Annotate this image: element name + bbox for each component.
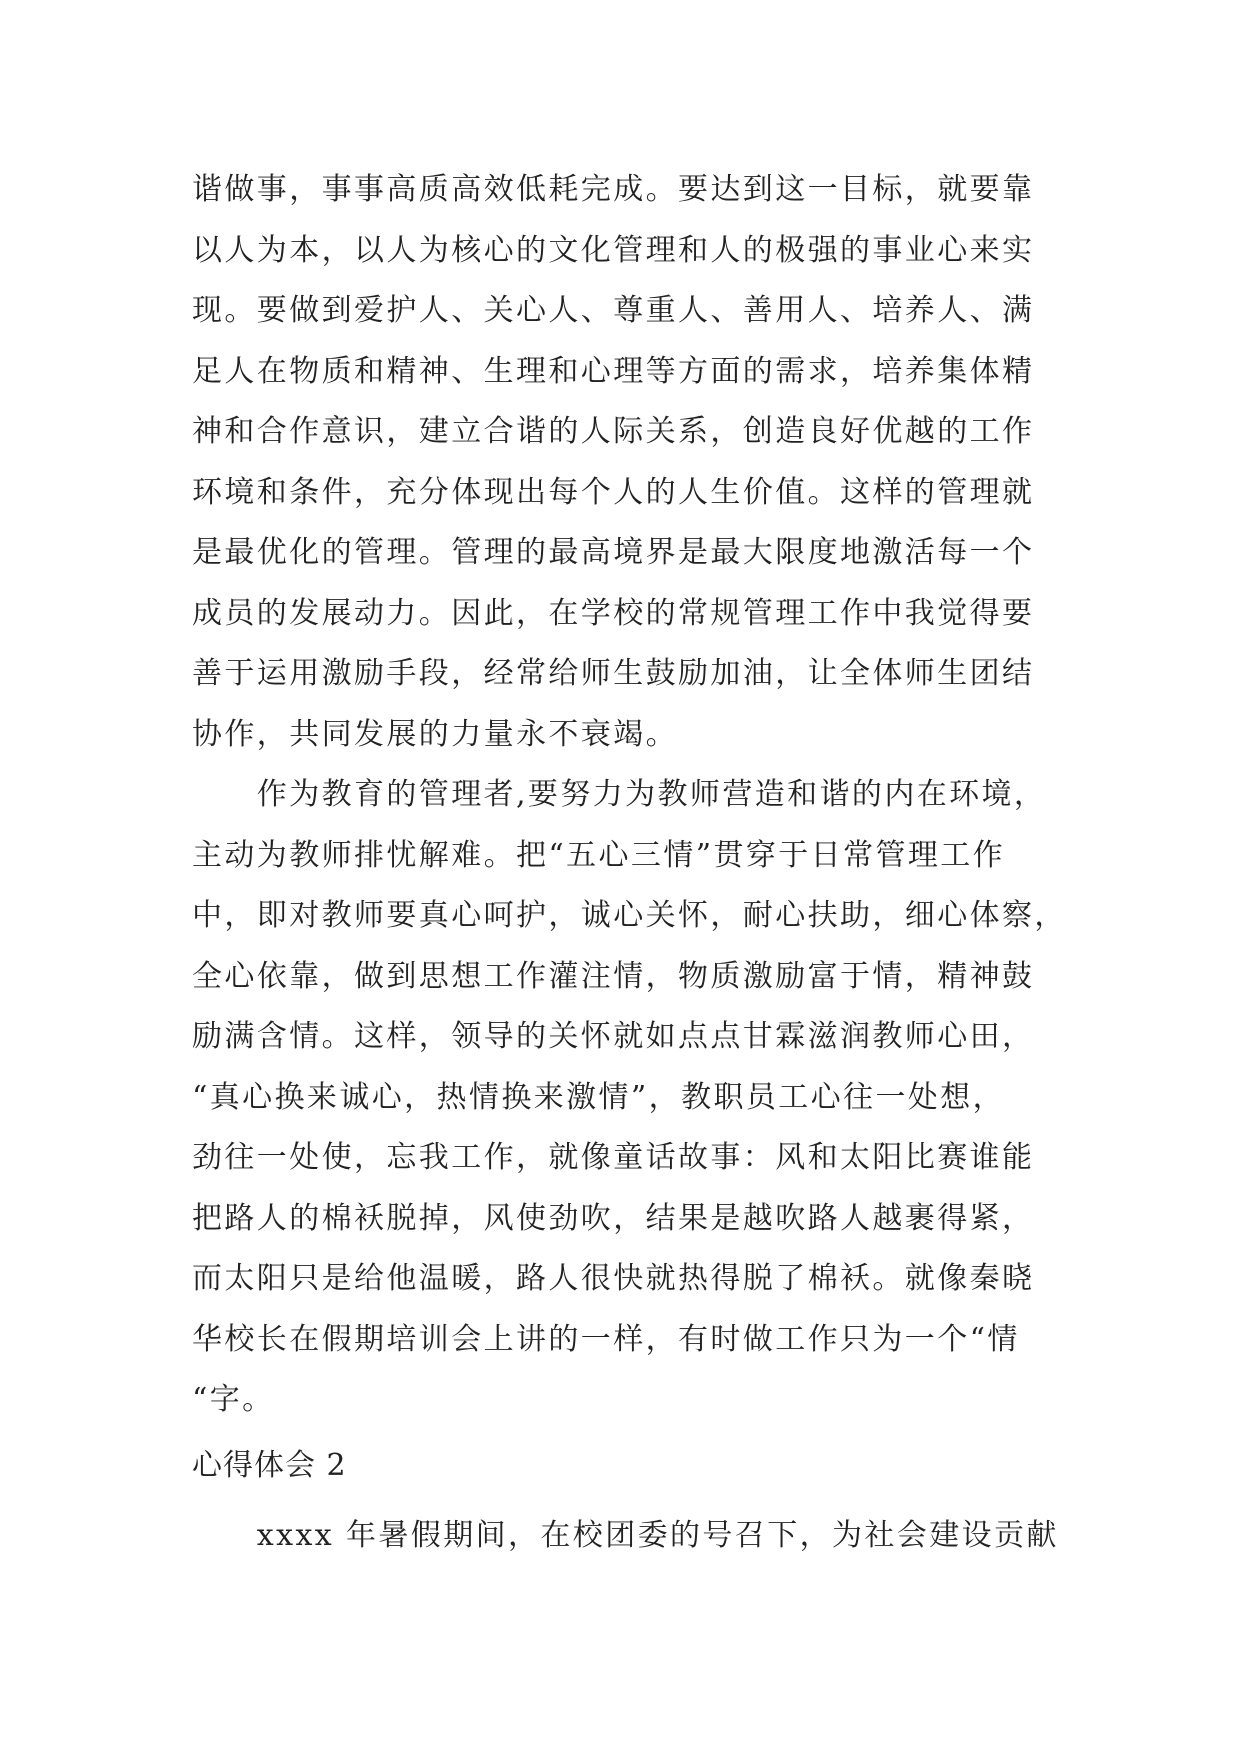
text-line: 把路人的棉袄脱掉，风使劲吹，结果是越吹路人越裹得紧，: [192, 1200, 1035, 1236]
text-line: 主动为教师排忧解难。把“五心三情”贯穿于日常管理工作: [192, 837, 1006, 873]
text-line: 而太阳只是给他温暖，路人很快就热得脱了棉袄。就像秦晓: [192, 1261, 1035, 1296]
text-line: 善于运用激励手段，经常给师生鼓励加油，让全体师生团结: [192, 656, 1035, 691]
text-line: 全心依靠，做到思想工作灌注情，物质激励富于情，精神鼓: [192, 958, 1035, 994]
paragraph-start: xxxx 年暑假期间，在校团委的号召下，为社会建设贡献: [192, 1518, 1059, 1553]
text-line: 中，即对教师要真心呵护，诚心关怀，耐心扶助，细心体察，: [192, 898, 1067, 933]
text-line: 神和合作意识，建立合谐的人际关系，创造良好优越的工作: [192, 414, 1035, 449]
text-line: 以人为本，以人为核心的文化管理和人的极强的事业心来实: [192, 232, 1035, 268]
text-line: “字。: [192, 1382, 275, 1417]
text-line: “真心换来诚心，热情换来激情”，教职员工心往一处想，: [192, 1079, 1006, 1115]
text-line: 足人在物质和精神、生理和心理等方面的需求，培养集体精: [192, 353, 1035, 389]
text-line: 劲往一处使，忘我工作，就像童话故事：风和太阳比赛谁能: [192, 1140, 1035, 1175]
section-heading: 心得体会 2: [192, 1448, 347, 1483]
text-line: 成员的发展动力。因此，在学校的常规管理工作中我觉得要: [192, 595, 1035, 631]
text-line: 作为教育的管理者,要努力为教师营造和谐的内在环境，: [192, 777, 1047, 812]
text-line: 环境和条件，充分体现出每个人的人生价值。这样的管理就: [192, 474, 1035, 510]
text-line: 励满含情。这样，领导的关怀就如点点甘霖滋润教师心田，: [192, 1019, 1035, 1054]
text-line: 协作，共同发展的力量永不衰竭。: [192, 716, 678, 752]
text-line: 现。要做到爱护人、关心人、尊重人、善用人、培养人、满: [192, 293, 1035, 328]
text-line: 是最优化的管理。管理的最高境界是最大限度地激活每一个: [192, 535, 1035, 570]
text-line: 谐做事，事事高质高效低耗完成。要达到这一目标，就要靠: [192, 172, 1035, 207]
text-line: 华校长在假期培训会上讲的一样，有时做工作只为一个“情: [192, 1321, 1020, 1357]
body-text: [192, 160, 1067, 1431]
